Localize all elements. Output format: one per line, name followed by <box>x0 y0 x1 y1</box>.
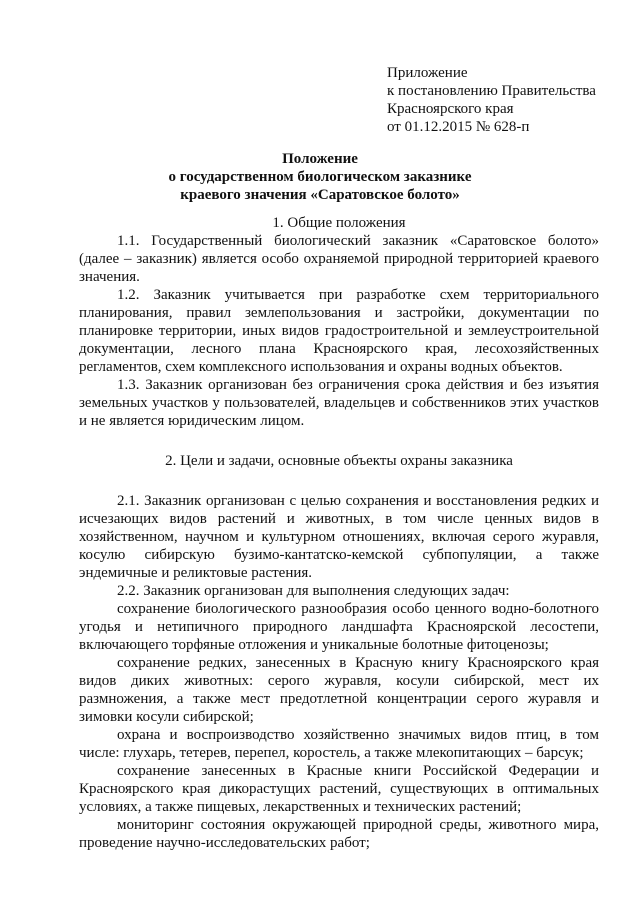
document-title <box>0 150 640 204</box>
task-item-3: охрана и воспроизводство хозяйственно значимых видов птиц, в том числе: глухарь, тетерев, перепел, коростель, а также млекопитающих – барсук; <box>79 727 599 761</box>
document-body <box>79 214 599 852</box>
section-2-heading: 2. Цели и задачи, основные объекты охраны заказника <box>165 453 513 469</box>
appendix-line-3: Красноярского края <box>387 101 514 117</box>
title-line-2: о государственном биологическом заказнике <box>168 169 472 185</box>
appendix-line-4: от 01.12.2015 № 628-п <box>387 119 530 135</box>
paragraph-1-3: 1.3. Заказник организован без ограничения срока действия и без изъятия земельных участков у пользователей, владельцев и собственников этих участков и не является юридическим лицом. <box>79 377 599 429</box>
task-item-4: сохранение занесенных в Красные книги Российской Федерации и Красноярского края дикорастущих растений, существующих в оптимальных условиях, а также пищевых, лекарственных и технических растений; <box>79 763 599 815</box>
title-line-1: Положение <box>282 151 358 167</box>
paragraph-2-1: 2.1. Заказник организован с целью сохранения и восстановления редких и исчезающих видов растений и животных, в том числе ценных видов в хозяйственном, научном и культурном отношениях, включая серого журавля, косулю сибирскую бузимо-кантатско-кемской субпопуляции, а также эндемичные и реликтовые растения. <box>79 493 599 581</box>
section-1-heading: 1. Общие положения <box>272 215 406 231</box>
task-item-2: сохранение редких, занесенных в Красную книгу Красноярского края видов диких животных: серого журавля, косули сибирской, мест их размножения, а также мест предотлетной концентрации серого журавля и зимовки косули сибирской; <box>79 655 599 725</box>
paragraph-1-1: 1.1. Государственный биологический заказник «Саратовское болото» (далее – заказник) является особо охраняемой природной территорией краевого значения. <box>79 233 599 285</box>
paragraph-2-2: 2.2. Заказник организован для выполнения следующих задач: <box>117 583 510 599</box>
task-item-5: мониторинг состояния окружающей природной среды, животного мира, проведение научно-исследовательских работ; <box>79 817 599 851</box>
task-item-1: сохранение биологического разнообразия особо ценного водно-болотного угодья и нетипичного природного ландшафта Красноярской лесостепи, включающего торфяные отложения и уникальные болотные фитоценозы; <box>79 601 599 653</box>
appendix-block <box>387 64 596 136</box>
title-line-3: краевого значения «Саратовское болото» <box>180 187 460 203</box>
appendix-line-2: к постановлению Правительства <box>387 83 596 99</box>
paragraph-1-2: 1.2. Заказник учитывается при разработке схем территориального планирования, правил землепользования и застройки, документации по планировке территории, иных видов градостроительной и землеустроительной документации, лесного плана Красноярского края, лесохозяйственных регламентов, схем комплексного использования и охраны водных объектов. <box>79 287 599 375</box>
appendix-line-1: Приложение <box>387 65 468 81</box>
